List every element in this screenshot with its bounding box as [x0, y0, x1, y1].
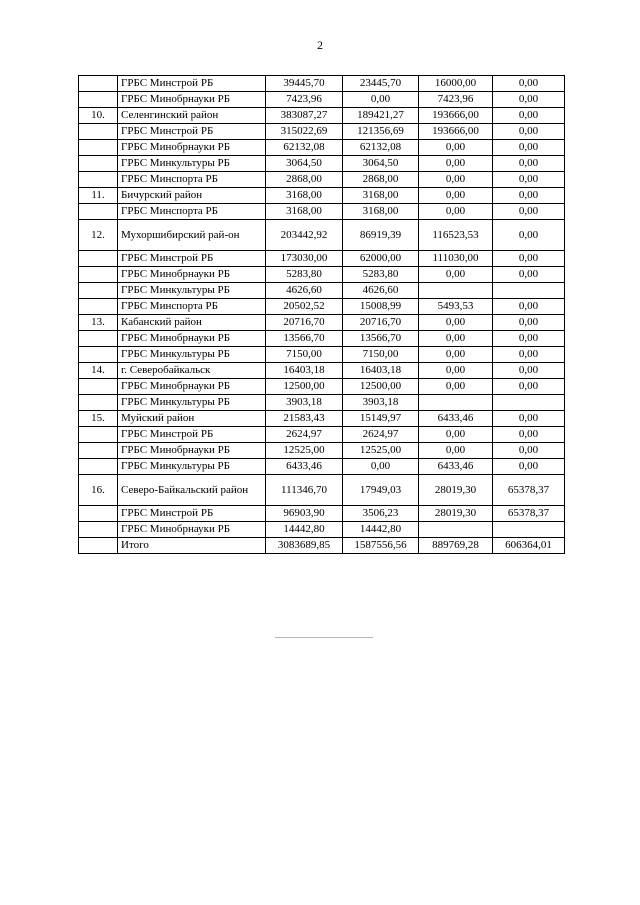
table-row — [79, 267, 565, 283]
amount-a-cell: 5283,80 — [343, 267, 419, 283]
amount-c-cell: 0,00 — [493, 379, 565, 395]
amount-b-cell: 0,00 — [419, 156, 493, 172]
table-row — [79, 283, 565, 299]
total-amount-cell: 7423,96 — [266, 92, 343, 108]
row-name-cell: Мухоршибирский рай-он — [118, 220, 266, 251]
amount-a-cell: 62000,00 — [343, 251, 419, 267]
row-name-cell: ГРБС Минспорта РБ — [118, 204, 266, 220]
row-number-cell: 14. — [79, 363, 118, 379]
amount-c-cell: 65378,37 — [493, 506, 565, 522]
amount-c-cell — [493, 522, 565, 538]
total-amount-cell: 7150,00 — [266, 347, 343, 363]
amount-a-cell: 13566,70 — [343, 331, 419, 347]
amount-a-cell: 7150,00 — [343, 347, 419, 363]
total-amount-cell: 3083689,85 — [266, 538, 343, 554]
total-amount-cell: 39445,70 — [266, 76, 343, 92]
amount-b-cell: 0,00 — [419, 204, 493, 220]
table-row — [79, 538, 565, 554]
table-row — [79, 140, 565, 156]
page-number: 2 — [317, 38, 323, 52]
amount-b-cell: 193666,00 — [419, 108, 493, 124]
amount-b-cell: 111030,00 — [419, 251, 493, 267]
row-name-cell: ГРБС Минспорта РБ — [118, 172, 266, 188]
amount-b-cell: 0,00 — [419, 315, 493, 331]
amount-b-cell — [419, 522, 493, 538]
row-name-cell: ГРБС Минобрнауки РБ — [118, 331, 266, 347]
amount-b-cell: 0,00 — [419, 443, 493, 459]
amount-c-cell: 0,00 — [493, 188, 565, 204]
amount-a-cell: 3506,23 — [343, 506, 419, 522]
amount-a-cell: 17949,03 — [343, 475, 419, 506]
amount-c-cell: 0,00 — [493, 459, 565, 475]
table-row — [79, 522, 565, 538]
amount-a-cell: 3168,00 — [343, 204, 419, 220]
amount-c-cell: 0,00 — [493, 315, 565, 331]
amount-c-cell: 0,00 — [493, 331, 565, 347]
row-number-cell — [79, 506, 118, 522]
table-row — [79, 443, 565, 459]
amount-a-cell: 12500,00 — [343, 379, 419, 395]
total-amount-cell: 111346,70 — [266, 475, 343, 506]
row-name-cell: ГРБС Минспорта РБ — [118, 299, 266, 315]
row-number-cell — [79, 443, 118, 459]
row-number-cell — [79, 459, 118, 475]
amount-b-cell: 0,00 — [419, 347, 493, 363]
budget-table-body — [79, 76, 565, 554]
amount-c-cell: 0,00 — [493, 172, 565, 188]
amount-a-cell: 121356,69 — [343, 124, 419, 140]
amount-a-cell: 4626,60 — [343, 283, 419, 299]
amount-b-cell: 193666,00 — [419, 124, 493, 140]
amount-a-cell: 3064,50 — [343, 156, 419, 172]
amount-c-cell: 65378,37 — [493, 475, 565, 506]
row-name-cell: Кабанский район — [118, 315, 266, 331]
amount-a-cell: 3903,18 — [343, 395, 419, 411]
amount-a-cell: 20716,70 — [343, 315, 419, 331]
total-amount-cell: 12500,00 — [266, 379, 343, 395]
amount-a-cell: 2624,97 — [343, 427, 419, 443]
row-number-cell — [79, 251, 118, 267]
amount-a-cell: 14442,80 — [343, 522, 419, 538]
amount-b-cell: 5493,53 — [419, 299, 493, 315]
amount-c-cell: 0,00 — [493, 76, 565, 92]
amount-a-cell: 86919,39 — [343, 220, 419, 251]
table-row — [79, 475, 565, 506]
amount-a-cell: 3168,00 — [343, 188, 419, 204]
table-row — [79, 363, 565, 379]
amount-c-cell: 0,00 — [493, 220, 565, 251]
amount-b-cell: 0,00 — [419, 172, 493, 188]
row-number-cell — [79, 267, 118, 283]
row-name-cell: Муйский район — [118, 411, 266, 427]
amount-a-cell: 16403,18 — [343, 363, 419, 379]
row-name-cell: ГРБС Минобрнауки РБ — [118, 522, 266, 538]
amount-b-cell: 0,00 — [419, 188, 493, 204]
amount-b-cell: 889769,28 — [419, 538, 493, 554]
amount-a-cell: 12525,00 — [343, 443, 419, 459]
amount-c-cell: 0,00 — [493, 251, 565, 267]
amount-b-cell: 0,00 — [419, 363, 493, 379]
table-row — [79, 188, 565, 204]
amount-b-cell: 0,00 — [419, 267, 493, 283]
row-name-cell: ГРБС Минобрнауки РБ — [118, 140, 266, 156]
amount-a-cell: 15008,99 — [343, 299, 419, 315]
total-amount-cell: 14442,80 — [266, 522, 343, 538]
row-number-cell: 12. — [79, 220, 118, 251]
row-name-cell: ГРБС Минкультуры РБ — [118, 283, 266, 299]
amount-b-cell: 116523,53 — [419, 220, 493, 251]
table-row — [79, 124, 565, 140]
amount-b-cell: 28019,30 — [419, 506, 493, 522]
amount-c-cell: 0,00 — [493, 427, 565, 443]
amount-b-cell: 6433,46 — [419, 459, 493, 475]
amount-b-cell: 0,00 — [419, 140, 493, 156]
amount-a-cell: 15149,97 — [343, 411, 419, 427]
total-amount-cell: 315022,69 — [266, 124, 343, 140]
row-number-cell: 10. — [79, 108, 118, 124]
amount-b-cell: 7423,96 — [419, 92, 493, 108]
total-amount-cell: 203442,92 — [266, 220, 343, 251]
row-name-cell: ГРБС Минкультуры РБ — [118, 395, 266, 411]
total-amount-cell: 3064,50 — [266, 156, 343, 172]
amount-c-cell: 0,00 — [493, 92, 565, 108]
total-amount-cell: 4626,60 — [266, 283, 343, 299]
table-row — [79, 347, 565, 363]
row-name-cell: ГРБС Минкультуры РБ — [118, 156, 266, 172]
table-row — [79, 411, 565, 427]
table-row — [79, 76, 565, 92]
amount-c-cell: 0,00 — [493, 267, 565, 283]
amount-c-cell: 606364,01 — [493, 538, 565, 554]
row-number-cell: 11. — [79, 188, 118, 204]
amount-a-cell: 0,00 — [343, 459, 419, 475]
amount-c-cell — [493, 395, 565, 411]
amount-a-cell: 1587556,56 — [343, 538, 419, 554]
amount-c-cell: 0,00 — [493, 411, 565, 427]
row-name-cell: ГРБС Минстрой РБ — [118, 506, 266, 522]
total-amount-cell: 3168,00 — [266, 188, 343, 204]
row-number-cell — [79, 172, 118, 188]
amount-b-cell: 28019,30 — [419, 475, 493, 506]
amount-b-cell — [419, 283, 493, 299]
total-amount-cell: 20502,52 — [266, 299, 343, 315]
row-number-cell: 16. — [79, 475, 118, 506]
row-name-cell: ГРБС Минкультуры РБ — [118, 347, 266, 363]
row-name-cell: г. Северобайкальск — [118, 363, 266, 379]
amount-c-cell: 0,00 — [493, 363, 565, 379]
table-row — [79, 299, 565, 315]
amount-b-cell — [419, 395, 493, 411]
row-number-cell — [79, 538, 118, 554]
amount-a-cell: 62132,08 — [343, 140, 419, 156]
table-row — [79, 379, 565, 395]
total-amount-cell: 5283,80 — [266, 267, 343, 283]
row-name-cell: Северо-Байкальский район — [118, 475, 266, 506]
row-number-cell — [79, 283, 118, 299]
row-number-cell: 15. — [79, 411, 118, 427]
amount-a-cell: 189421,27 — [343, 108, 419, 124]
table-row — [79, 395, 565, 411]
row-name-cell: Бичурский район — [118, 188, 266, 204]
amount-a-cell: 2868,00 — [343, 172, 419, 188]
total-amount-cell: 3168,00 — [266, 204, 343, 220]
row-number-cell — [79, 522, 118, 538]
amount-a-cell: 0,00 — [343, 92, 419, 108]
total-amount-cell: 16403,18 — [266, 363, 343, 379]
row-number-cell — [79, 156, 118, 172]
total-amount-cell: 12525,00 — [266, 443, 343, 459]
row-name-cell: ГРБС Минкультуры РБ — [118, 459, 266, 475]
total-amount-cell: 383087,27 — [266, 108, 343, 124]
row-name-cell: Итого — [118, 538, 266, 554]
footer-divider — [275, 637, 373, 638]
amount-c-cell: 0,00 — [493, 299, 565, 315]
row-number-cell — [79, 379, 118, 395]
amount-b-cell: 0,00 — [419, 379, 493, 395]
total-amount-cell: 3903,18 — [266, 395, 343, 411]
row-name-cell: Селенгинский район — [118, 108, 266, 124]
row-number-cell — [79, 299, 118, 315]
table-row — [79, 331, 565, 347]
amount-b-cell: 0,00 — [419, 331, 493, 347]
row-name-cell: ГРБС Минстрой РБ — [118, 251, 266, 267]
row-number-cell — [79, 124, 118, 140]
total-amount-cell: 96903,90 — [266, 506, 343, 522]
amount-b-cell: 6433,46 — [419, 411, 493, 427]
table-row — [79, 315, 565, 331]
amount-c-cell: 0,00 — [493, 204, 565, 220]
table-row — [79, 108, 565, 124]
total-amount-cell: 2624,97 — [266, 427, 343, 443]
total-amount-cell: 21583,43 — [266, 411, 343, 427]
amount-c-cell: 0,00 — [493, 347, 565, 363]
budget-table — [78, 75, 565, 554]
total-amount-cell: 13566,70 — [266, 331, 343, 347]
row-number-cell — [79, 427, 118, 443]
row-name-cell: ГРБС Минобрнауки РБ — [118, 92, 266, 108]
total-amount-cell: 20716,70 — [266, 315, 343, 331]
total-amount-cell: 173030,00 — [266, 251, 343, 267]
row-name-cell: ГРБС Минстрой РБ — [118, 427, 266, 443]
amount-c-cell: 0,00 — [493, 108, 565, 124]
amount-a-cell: 23445,70 — [343, 76, 419, 92]
row-name-cell: ГРБС Минобрнауки РБ — [118, 379, 266, 395]
row-name-cell: ГРБС Минобрнауки РБ — [118, 443, 266, 459]
amount-c-cell — [493, 283, 565, 299]
table-row — [79, 459, 565, 475]
row-name-cell: ГРБС Минстрой РБ — [118, 76, 266, 92]
table-row — [79, 92, 565, 108]
row-number-cell — [79, 331, 118, 347]
total-amount-cell: 6433,46 — [266, 459, 343, 475]
total-amount-cell: 62132,08 — [266, 140, 343, 156]
row-number-cell: 13. — [79, 315, 118, 331]
table-row — [79, 172, 565, 188]
table-row — [79, 251, 565, 267]
table-row — [79, 204, 565, 220]
row-name-cell: ГРБС Минобрнауки РБ — [118, 267, 266, 283]
row-number-cell — [79, 395, 118, 411]
row-number-cell — [79, 140, 118, 156]
amount-c-cell: 0,00 — [493, 124, 565, 140]
row-number-cell — [79, 76, 118, 92]
total-amount-cell: 2868,00 — [266, 172, 343, 188]
amount-c-cell: 0,00 — [493, 443, 565, 459]
row-number-cell — [79, 347, 118, 363]
amount-b-cell: 0,00 — [419, 427, 493, 443]
table-row — [79, 506, 565, 522]
amount-c-cell: 0,00 — [493, 140, 565, 156]
row-number-cell — [79, 204, 118, 220]
table-row — [79, 427, 565, 443]
table-row — [79, 156, 565, 172]
row-number-cell — [79, 92, 118, 108]
amount-c-cell: 0,00 — [493, 156, 565, 172]
row-name-cell: ГРБС Минстрой РБ — [118, 124, 266, 140]
amount-b-cell: 16000,00 — [419, 76, 493, 92]
table-row — [79, 220, 565, 251]
